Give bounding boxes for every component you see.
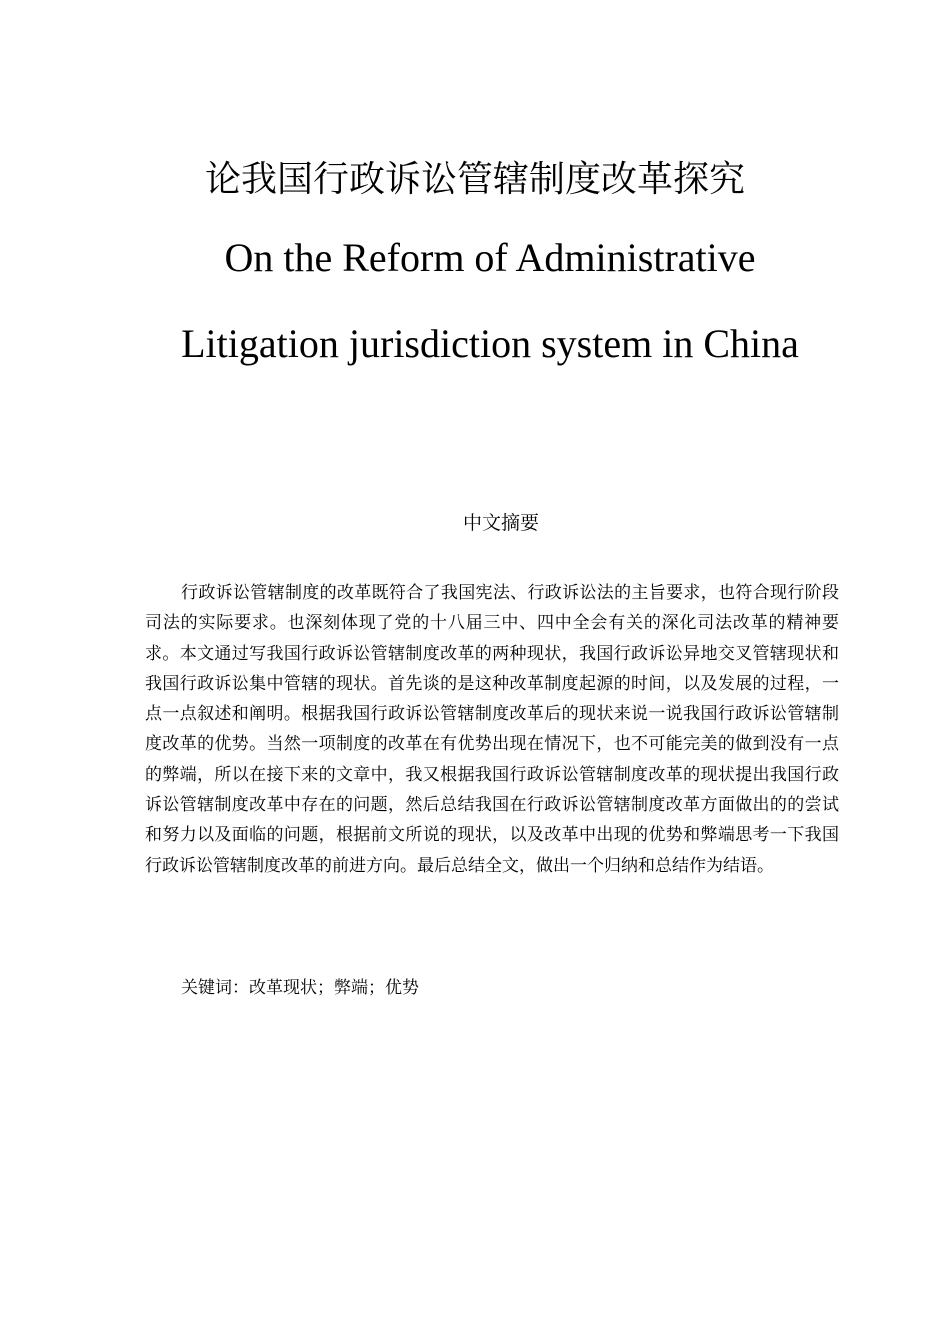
keywords-line — [181, 973, 841, 1003]
keywords-label: 关键词： — [181, 978, 249, 998]
abstract-heading: 中文摘要 — [462, 512, 539, 534]
chinese-title: 论我国行政诉讼管辖制度改革探究 — [204, 159, 745, 200]
english-title-line-1: On the Reform of Administrative — [224, 235, 756, 280]
english-title-line-2: Litigation jurisdiction system in China — [181, 321, 799, 366]
abstract-body: 行政诉讼管辖制度的改革既符合了我国宪法、行政诉讼法的主旨要求，也符合现行阶段司法的实际要求。也深刻体现了党的十八届三中、四中全会有关的深化司法改革的精神要求。本文通过写我国行政诉讼管辖制度改革的两种现状，我国行政诉讼异地交叉管辖现状和我国行政诉讼集中管辖的现状。首先谈的是这种改革制度起源的时间，以及发展的过程，一点一点叙述和阐明。根据我国行政诉讼管辖制度改革后的现状来说一说我国行政诉讼管辖制度改革的优势。当然一项制度的改革在有优势出现在情况下，也不可能完美的做到没有一点的弊端，所以在接下来的文章中，我又根据我国行政诉讼管辖制度改革的现状提出我国行政诉讼管辖制度改革中存在的问题，然后总结我国在行政诉讼管辖制度改革方面做出的的尝试和努力以及面临的问题，根据前文所说的现状，以及改革中出现的优势和弊端思考一下我国行政诉讼管辖制度改革的前进方向。最后总结全文，做出一个归纳和总结作为结语。 — [145, 583, 839, 876]
keywords-value: 改革现状；弊端；优势 — [249, 978, 419, 998]
